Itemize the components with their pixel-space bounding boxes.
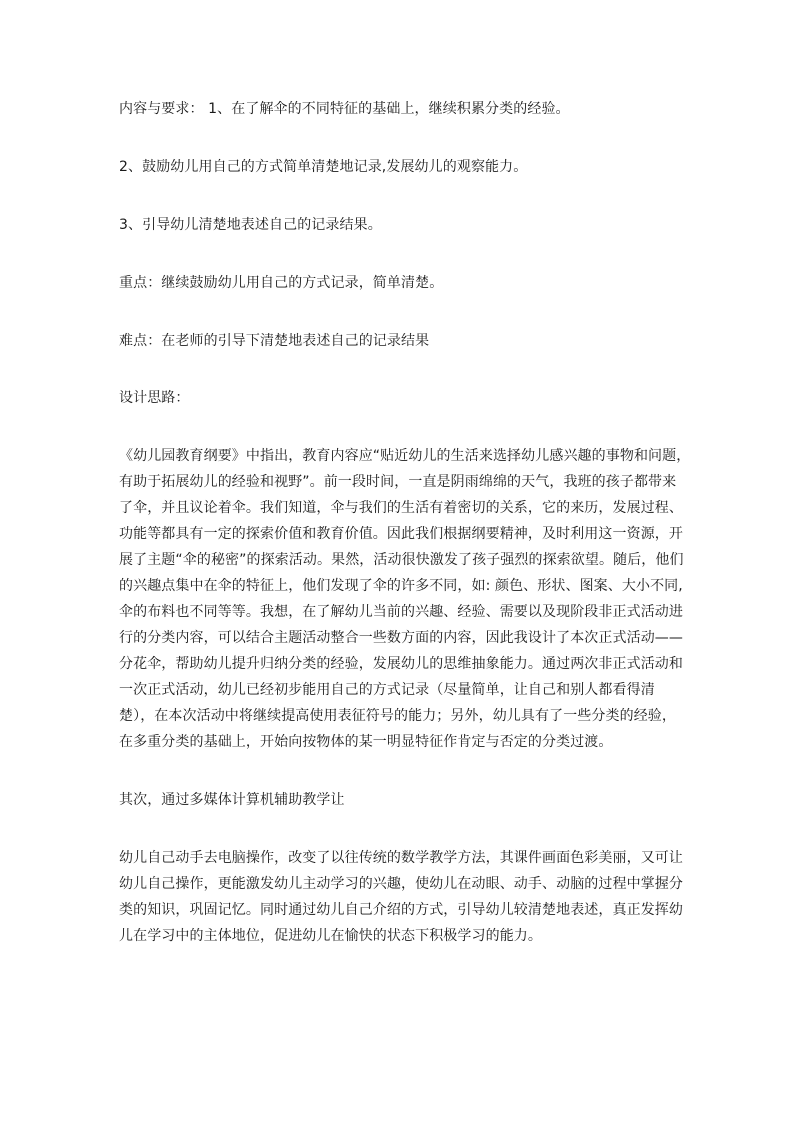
item-3: 3、引导幼儿清楚地表述自己的记录结果。: [119, 217, 382, 233]
key-point: 重点：继续鼓励幼儿用自己的方式记录，简单清楚。: [119, 275, 444, 291]
design-line: 分花伞，帮助幼儿提升归纳分类的经验，发展幼儿的思维抽象能力。通过两次非正式活动和: [119, 656, 683, 672]
design-line: 楚），在本次活动中将继续提高使用表征符号的能力；另外，幼儿具有了一些分类的经验，: [119, 708, 676, 724]
closing-line: 幼儿自己操作，更能激发幼儿主动学习的兴趣，使幼儿在动眼、动手、动脑的过程中掌握分: [119, 876, 683, 892]
design-line: 功能等都具有一定的探索价值和教育价值。因此我们根据纲要精神，及时利用这一资源，开: [119, 526, 683, 542]
design-line: 有助于拓展幼儿的经验和视野”。前一段时间，一直是阴雨绵绵的天气，我班的孩子都带来: [119, 474, 677, 490]
closing-line: 幼儿自己动手去电脑操作，改变了以往传统的数学教学方法，其课件画面色彩美丽，又可让: [119, 850, 683, 866]
design-line: 行的分类内容，可以结合主题活动整合一些数方面的内容，因此我设计了本次正式活动——: [119, 630, 683, 646]
design-line: 《幼儿园教育纲要》中指出，教育内容应“贴近幼儿的生活来选择幼儿感兴趣的事物和问题，: [119, 448, 691, 464]
document-page: [119, 96, 691, 949]
requirements-line: 内容与要求： 1、在了解伞的不同特征的基础上，继续积累分类的经验。: [119, 101, 570, 117]
closing-line: 儿在学习中的主体地位，促进幼儿在愉快的状态下积极学习的能力。: [119, 928, 542, 944]
design-line: 伞的布料也不同等等。我想，在了解幼儿当前的兴趣、经验、需要以及现阶段非正式活动进: [119, 604, 683, 620]
design-heading: 设计思路：: [119, 390, 190, 406]
design-paragraph: [119, 443, 691, 755]
difficulty: 难点：在老师的引导下清楚地表述自己的记录结果: [119, 333, 430, 349]
closing-paragraph: [119, 845, 683, 949]
item-2: 2、鼓励幼儿用自己的方式简单清楚地记录,发展幼儿的观察能力。: [119, 159, 528, 175]
design-line: 的兴趣点集中在伞的特征上，他们发现了伞的许多不同，如: 颜色、形状、图案、大小不同,: [119, 578, 683, 594]
design-line: 了伞，并且议论着伞。我们知道，伞与我们的生活有着密切的关系，它的来历，发展过程、: [119, 500, 683, 516]
design-line: 展了主题“伞的秘密”的探索活动。果然，活动很快激发了孩子强烈的探索欲望。随后，他们: [119, 552, 684, 568]
design-line: 在多重分类的基础上，开始向按物体的某一明显特征作肯定与否定的分类过渡。: [119, 734, 613, 750]
closing-line: 类的知识，巩固记忆。同时通过幼儿自己介绍的方式，引导幼儿较清楚地表述，真正发挥幼: [119, 902, 683, 918]
design-line: 一次正式活动，幼儿已经初步能用自己的方式记录（尽量简单，让自己和别人都看得清: [119, 682, 655, 698]
secondly-line: 其次，通过多媒体计算机辅助教学让: [119, 792, 345, 808]
